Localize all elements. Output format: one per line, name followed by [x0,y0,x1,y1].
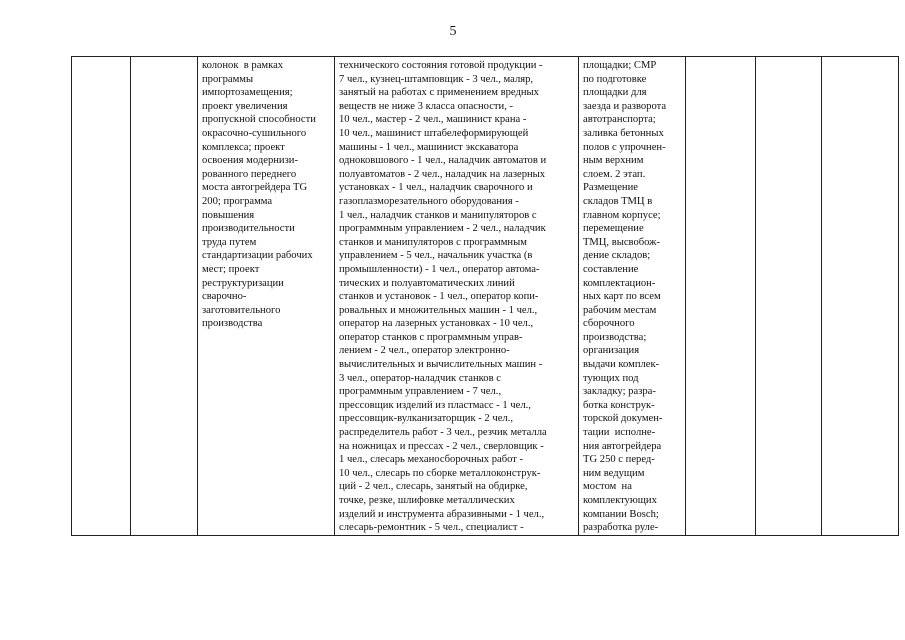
table-cell-work-stages [579,57,686,536]
table-cell [131,57,198,536]
cell-text: технического состояния готовой продукции - 7 чел., кузнец-штамповщик - 3 чел., маляр, занятый на работах с применением вредных веществ не ниже 3 класса опасности, - 10 чел., мастер - 2 чел., машинист крана - 10 чел., машинист штабелеформирующей машины - 1 чел., машинист экскаватора одноковшового - 1 чел., наладчик автоматов и полуавтоматов - 2 чел., наладчик на лазерных установках - 1 чел., наладчик сварочного и газоплазморезательного оборудования - 1 чел., наладчик станков и манипуляторов с программным управлением - 2 чел., наладчик станков и манипуляторов с программным управлением - 5 чел., начальник участка (в промышленности) - 1 чел., оператор автома- тических и полуавтоматических линий станков и установок - 1 чел., оператор копи- ровальных и множительных машин - 1 чел., оператор на лазерных установках - 10 чел., оператор станков с программным управ- лением - 2 чел., оператор электронно- вычислительных и вычислительных машин - 3 чел., оператор-наладчик станков с программным управлением - 7 чел., прессовщик изделий из пластмасс - 1 чел., прессовщик-вулканизаторщик - 2 чел., распределитель работ - 3 чел., резчик металла на ножницах и прессах - 2 чел., сверловщик - 1 чел., слесарь механосборочных работ - 10 чел., слесарь по сборке металлоконструк- ций - 2 чел., слесарь, занятый на обдирке, точке, резке, шлифовке металлических изделий и инструмента абразивными - 1 чел., слесарь-ремонтник - 5 чел., специалист - [339,60,547,534]
document-table [71,56,899,536]
cell-text: колонок в рамках программы импортозамещения; проект увеличения пропускной способности окрасочно-сушильного комплекса; проект освоения модернизи- рованного переднего моста автогрейдера TG 200; программа повышения производительности труда путем стандартизации рабочих мест; проект реструктуризации сварочно- заготовительного производства [202,60,316,330]
table-row [72,57,899,536]
table-cell [756,57,822,536]
table-cell-project-description [198,57,335,536]
cell-text [131,57,197,59]
cell-text: площадки; СМР по подготовке площадки для заезда и разворота автотранспорта; заливка бетонных полов с упрочнен- ным верхним слоем. 2 этап. Размещение складов ТМЦ в главном корпусе; перемещение ТМЦ, высвобож- дение складов; составление комплектацион- ных карт по всем рабочим местам сборочного производства; организация выдачи комплек- тующих под закладку; разра- ботка конструк- торской докумен- тации исполне- ния автогрейдера TG 250 с перед- ним ведущим мостом на комплектующих компании Bosch; разработка руле- [583,60,667,534]
table-cell [822,57,899,536]
page-number: 5 [449,24,457,39]
table-cell [686,57,756,536]
table-cell [72,57,131,536]
table-cell-staff-list [335,57,579,536]
